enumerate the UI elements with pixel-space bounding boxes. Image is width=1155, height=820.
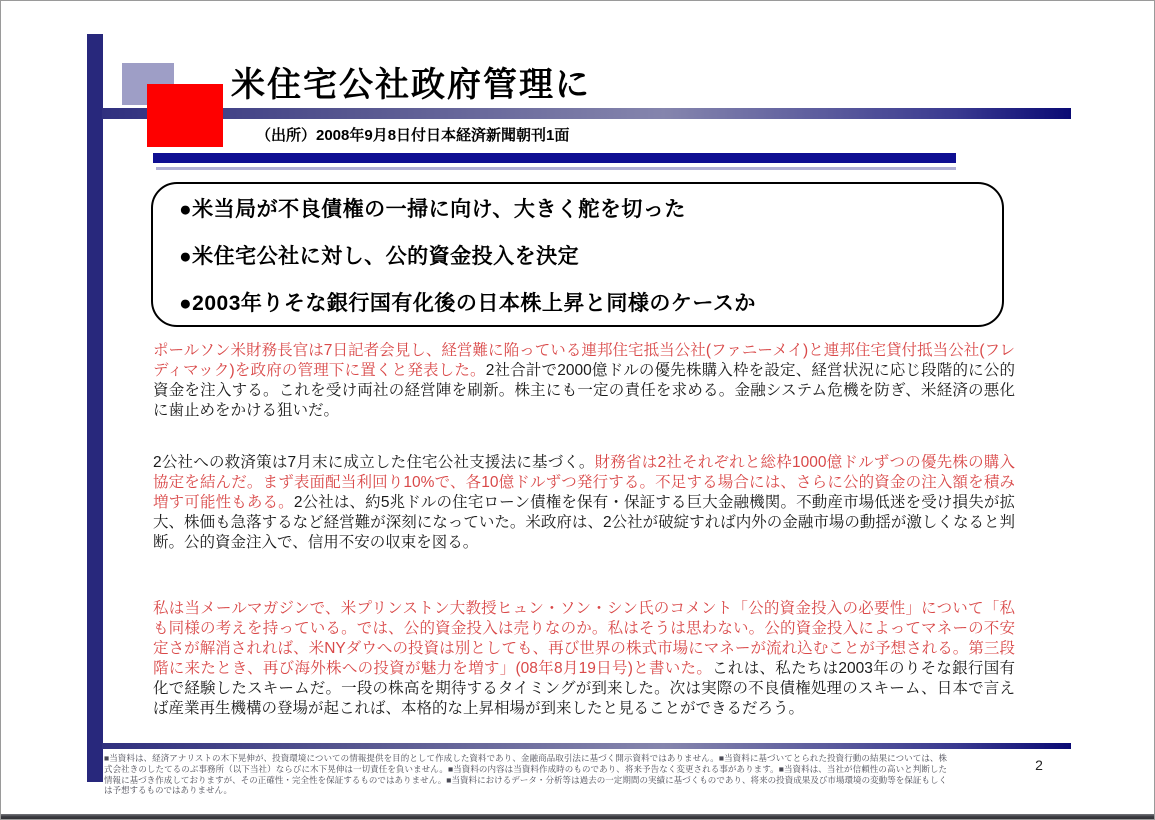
body-paragraph-1 xyxy=(153,341,1015,421)
page-title: 米住宅公社政府管理に xyxy=(231,66,591,104)
header-gradient-bar xyxy=(102,108,1071,119)
key-point-1: ●米当局が不良債権の一掃に向け、大きく舵を切った xyxy=(179,198,686,221)
subtitle-underline-bar xyxy=(153,153,956,163)
text-segment-black: これは、私たちは2003年のりそな銀行国有化で経験したスキームだ。一段の株高を期待するタイミングが到来した。次は実際の不良債権処理のスキーム、日本で言えば産業再生機構の登場が起これば、本格的な上昇相場が到来したと見ることができるだろう。 xyxy=(153,660,1015,717)
text-segment-red: 私は当メールマガジンで、米プリンストン大教授ヒュン・ソン・シン氏のコメント「公的資金投入の必要性」について「私も同様の考えを持っている。では、公的資金投入は売りなのか。私はそうは思わない。公的資金投入によってマネーの不安定さが解消されれば、米NYダウへの投資は別としても、再び世界の株式市場にマネーが流れ込むことが予想される。第三段階に来たとき、再び海外株への投資が魅力を増す」(08年8月19日号)と書いた。 xyxy=(153,600,1015,677)
body-paragraph-2 xyxy=(153,453,1015,553)
key-points-box xyxy=(151,182,1004,327)
body-paragraph-3 xyxy=(153,599,1015,719)
text-segment-black: 2公社は、約5兆ドルの住宅ローン債権を保有・保証する巨大金融機関。不動産市場低迷を受け損失が拡大、株価も急落するなど経営難が深刻になっていた。米政府は、2公社が破綻すれば内外の金融市場の動揺が激しくなると判断。公的資金注入で、信用不安の収束を図る。 xyxy=(153,494,1015,551)
text-segment-black: 2社合計で2000億ドルの優先株購入枠を設定、経営状況に応じ段階的に公的資金を注入する。これを受け両社の経営陣を刷新。株主にも一定の責任を求める。金融システム危機を防ぎ、米経済の悪化に歯止めをかける狙いだ。 xyxy=(153,362,1015,419)
key-point-3: ●2003年りそな銀行国有化後の日本株上昇と同様のケースか xyxy=(179,292,756,315)
bottom-page-bar xyxy=(1,814,1155,820)
footer-gradient-bar xyxy=(102,743,1071,749)
text-segment-red: 財務省は2社それぞれと総枠1000億ドルずつの優先株の購入協定を結んだ。まず表面配当利回り10%で、各10億ドルずつ発行する。不足する場合には、さらに公的資金の注入額を積み増す可能性もある。 xyxy=(153,454,1016,511)
subtitle-underline-thin xyxy=(156,167,956,170)
text-segment-red: ポールソン米財務長官は7日記者会見し、経営難に陥っている連邦住宅抵当公社(ファニーメイ)と連邦住宅貸付抵当公社(フレディマック)を政府の管理下に置くと発表した。 xyxy=(153,342,1015,379)
footer-disclaimer: ■当資料は、経済アナリストの木下晃伸が、投資環境についての情報提供を目的として作成した資料であり、金融商品取引法に基づく開示資料ではありません。■当資料に基づいてとられた投資行動の結果については、株式会社きのしたてるのぶ事務所（以下当社）ならびに木下晃伸は一切責任を負いません。■当資料の内容は当資料作成時のものであり、将来予告なく変更される事があります。■当資料は、当社が信頼性の高いと判断した情報に基づき作成しておりますが、その正確性・完全性を保証するものではありません。■当資料におけるデータ・分析等は過去の一定期間の実績に基づくものであり、将来の投資成果及び市場環境の変動等を保証もしくは予想するものではありません。 xyxy=(104,753,947,796)
text-segment-black: 2公社への救済策は7月末に成立した住宅公社支援法に基づく。 xyxy=(153,454,595,471)
accent-square-red xyxy=(147,84,223,147)
page-number: 2 xyxy=(1035,757,1043,773)
left-vertical-bar xyxy=(87,34,103,782)
key-point-2: ●米住宅公社に対し、公的資金投入を決定 xyxy=(179,245,580,268)
source-line: （出所）2008年9月8日付日本経済新聞朝刊1面 xyxy=(256,127,570,144)
